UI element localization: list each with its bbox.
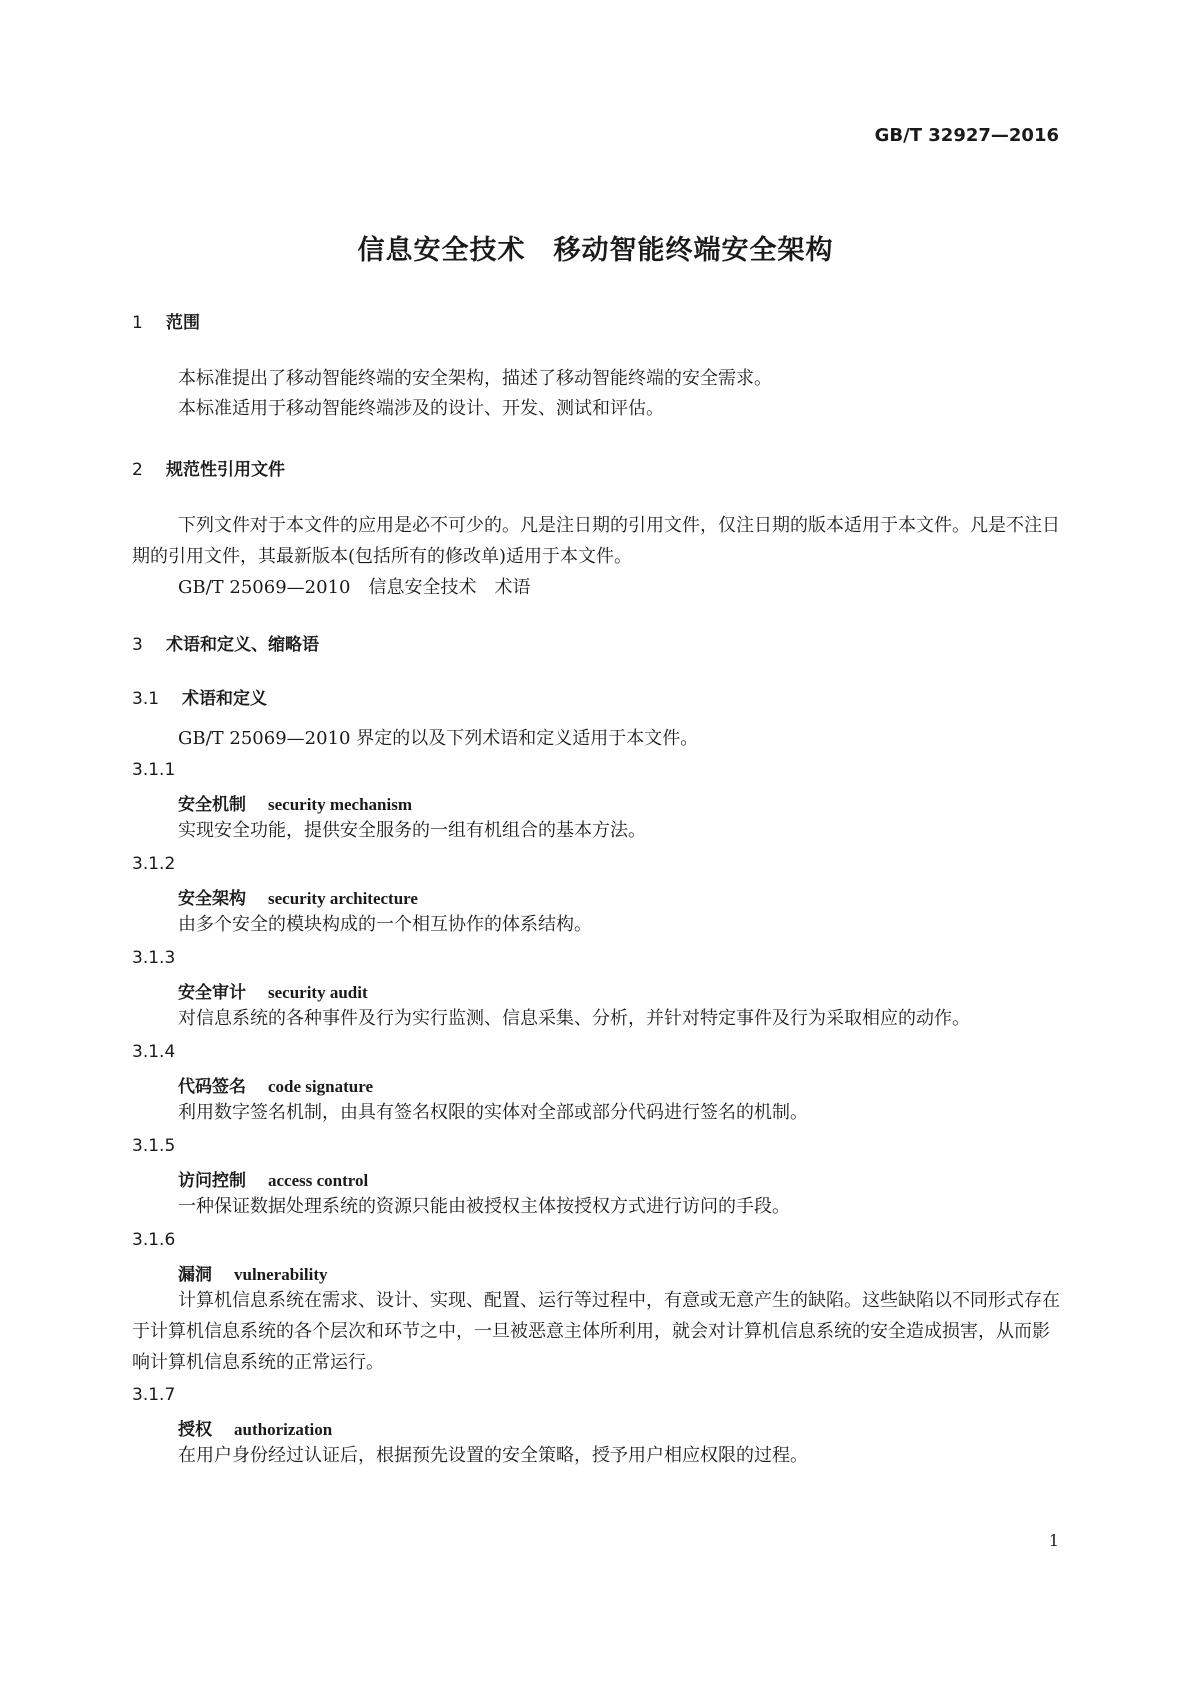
section-3-1-intro: GB/T 25069—2010 界定的以及下列术语和定义适用于本文件。 bbox=[178, 728, 699, 749]
section-1-heading bbox=[132, 308, 200, 333]
section-number: 3.1 bbox=[132, 689, 160, 709]
page-number: 1 bbox=[1048, 1531, 1059, 1550]
term-definition: 计算机信息系统在需求、设计、实现、配置、运行等过程中，有意或无意产生的缺陷。这些缺陷以不同形式存在于计算机信息系统的各个层次和环节之中，一旦被恶意主体所利用，就会对计算机信息系统的安全造成损害，从而影响计算机信息系统的正常运行。 bbox=[132, 1290, 1060, 1373]
section-1-paragraph-2: 本标准适用于移动智能终端涉及的设计、开发、测试和评估。 bbox=[178, 398, 664, 419]
document-title: 信息安全技术 移动智能终端安全架构 bbox=[357, 235, 834, 266]
term-name bbox=[178, 790, 412, 815]
term-name bbox=[178, 1166, 368, 1191]
term-name-en: vulnerability bbox=[234, 1265, 328, 1284]
term-name-en: security architecture bbox=[268, 889, 418, 908]
term-name-zh: 安全机制 bbox=[178, 795, 246, 815]
section-3-1-heading bbox=[132, 684, 267, 709]
section-3-heading bbox=[132, 630, 319, 655]
section-number: 1 bbox=[132, 313, 143, 333]
term-definition: 一种保证数据处理系统的资源只能由被授权主体按授权方式进行访问的手段。 bbox=[178, 1196, 790, 1217]
term-name bbox=[178, 1072, 373, 1097]
section-2-heading bbox=[132, 455, 285, 480]
term-number: 3.1.2 bbox=[132, 854, 176, 874]
term-definition: 由多个安全的模块构成的一个相互协作的体系结构。 bbox=[178, 914, 592, 935]
term-definition: 利用数字签名机制，由具有签名权限的实体对全部或部分代码进行签名的机制。 bbox=[178, 1102, 808, 1123]
term-name-zh: 授权 bbox=[178, 1420, 212, 1440]
term-name-en: access control bbox=[268, 1171, 369, 1190]
section-title: 范围 bbox=[166, 313, 200, 333]
term-number: 3.1.5 bbox=[132, 1136, 176, 1156]
section-2-paragraph-1: 下列文件对于本文件的应用是必不可少的。凡是注日期的引用文件，仅注日期的版本适用于本文件。凡是不注日期的引用文件，其最新版本(包括所有的修改单)适用于本文件。 bbox=[132, 515, 1060, 567]
term-name-en: code signature bbox=[268, 1077, 373, 1096]
term-name bbox=[178, 1260, 328, 1285]
term-definition: 实现安全功能，提供安全服务的一组有机组合的基本方法。 bbox=[178, 820, 646, 841]
term-name-zh: 代码签名 bbox=[178, 1077, 246, 1097]
term-name-zh: 安全审计 bbox=[178, 983, 246, 1003]
term-definition: 对信息系统的各种事件及行为实行监测、信息采集、分析，并针对特定事件及行为采取相应的动作。 bbox=[178, 1008, 970, 1029]
term-name bbox=[178, 1415, 332, 1440]
term-name bbox=[178, 884, 418, 909]
term-name-en: security audit bbox=[268, 983, 368, 1002]
term-number: 3.1.3 bbox=[132, 948, 176, 968]
term-number: 3.1.6 bbox=[132, 1230, 176, 1250]
term-name-zh: 安全架构 bbox=[178, 889, 246, 909]
term-name bbox=[178, 978, 368, 1003]
term-number: 3.1.1 bbox=[132, 760, 176, 780]
section-title: 术语和定义、缩略语 bbox=[166, 635, 319, 655]
term-name-en: authorization bbox=[234, 1420, 333, 1439]
section-number: 3 bbox=[132, 635, 143, 655]
term-name-en: security mechanism bbox=[268, 795, 413, 814]
section-title: 规范性引用文件 bbox=[166, 460, 285, 480]
normative-reference: GB/T 25069—2010 信息安全技术 术语 bbox=[178, 577, 531, 598]
term-number: 3.1.4 bbox=[132, 1042, 176, 1062]
section-title: 术语和定义 bbox=[182, 689, 267, 709]
section-number: 2 bbox=[132, 460, 143, 480]
term-name-zh: 访问控制 bbox=[178, 1171, 246, 1191]
term-number: 3.1.7 bbox=[132, 1385, 176, 1405]
term-name-zh: 漏洞 bbox=[178, 1265, 212, 1285]
term-definition: 在用户身份经过认证后，根据预先设置的安全策略，授予用户相应权限的过程。 bbox=[178, 1445, 808, 1466]
standard-number: GB/T 32927—2016 bbox=[874, 125, 1059, 146]
section-1-paragraph-1: 本标准提出了移动智能终端的安全架构，描述了移动智能终端的安全需求。 bbox=[178, 368, 772, 389]
